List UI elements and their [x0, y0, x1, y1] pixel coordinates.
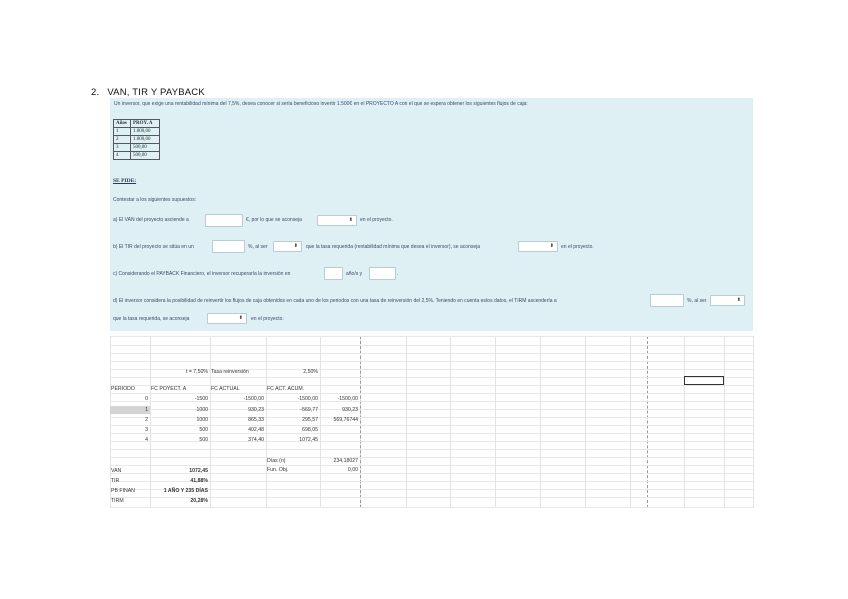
flow-cell: 1.000,00 — [131, 128, 160, 136]
tir-input[interactable] — [212, 240, 245, 253]
cash-flow-header-year: Años — [114, 120, 131, 128]
question-b-text: b) El TIR del proyecto se sitúa en un — [113, 244, 194, 250]
fc-cell: 500 — [199, 427, 208, 433]
grid-line — [110, 336, 753, 337]
actual-cell: 402,48 — [248, 427, 264, 433]
question-a-post: en el proyecto. — [360, 217, 393, 223]
question-a-text: a) El VAN del proyecto asciende a — [113, 217, 189, 223]
question-a-mid: €, por lo que se aconseja — [246, 217, 302, 223]
header-fc-acum: FC ACT. ACUM. — [267, 386, 305, 392]
grid-line — [753, 336, 754, 508]
cash-flow-row — [114, 136, 160, 144]
grid-line — [110, 345, 753, 346]
fc-cell: 1000 — [196, 417, 208, 423]
result-label-van: VAN — [111, 468, 122, 474]
fun-obj-value: 0,00 — [347, 467, 358, 473]
question-c-mid: año/s y — [346, 271, 363, 277]
result-value-pb: 1 AÑO Y 235 DÍAS — [163, 488, 208, 494]
question-c-post: . — [397, 271, 399, 277]
section-number: 2. — [91, 87, 100, 98]
tirm-advice-select[interactable] — [207, 313, 247, 324]
actual-cell: 865,33 — [248, 417, 264, 423]
year-cell: 4 — [114, 152, 131, 160]
van-advice-select[interactable] — [317, 215, 357, 226]
grid-line — [110, 465, 753, 466]
payback-years-input[interactable] — [324, 267, 343, 280]
se-pide-heading: SE PIDE: — [113, 178, 137, 184]
question-b-post: en el proyecto. — [561, 244, 594, 250]
flow-cell: 500,00 — [131, 152, 160, 160]
grid-line — [110, 377, 753, 378]
periodo-cell: 0 — [145, 396, 148, 402]
select-arrow-icon: ⬍ — [736, 297, 741, 303]
acum-cell: 295,57 — [302, 417, 318, 423]
fc-cell: 1000 — [196, 407, 208, 413]
acum-cell: -1500,00 — [297, 396, 318, 402]
extra-cell: -1500,00 — [337, 396, 358, 402]
result-value-tir: 41,88% — [190, 478, 208, 484]
question-c-text: c) Considerando el PAYBACK Financiero, el inversor recuperaría la inversión en — [113, 271, 291, 277]
year-cell: 2 — [114, 136, 131, 144]
select-arrow-icon: ⬍ — [293, 243, 298, 249]
cash-flow-row — [114, 144, 160, 152]
grid-line — [110, 507, 753, 508]
spreadsheet — [110, 336, 753, 508]
tirm-input[interactable] — [650, 294, 684, 307]
rate-label: t = 7,50% — [185, 369, 208, 375]
result-label-tirm: TIRM — [111, 498, 124, 504]
tirm-comparison-select[interactable] — [710, 295, 745, 306]
result-label-pb: PB FINAN — [111, 488, 135, 494]
result-value-van: 1072,45 — [189, 468, 208, 474]
select-arrow-icon: ⬍ — [238, 315, 243, 321]
actual-cell: 374,40 — [248, 437, 264, 443]
cash-flow-table — [113, 119, 160, 160]
reinvestment-value: 2,50% — [303, 369, 318, 375]
instructions-text: Contestar a los siguientes supuestos: — [113, 197, 197, 203]
extra-cell: 930,23 — [342, 407, 358, 413]
acum-cell: -569,77 — [300, 407, 318, 413]
question-d-mid: %, al ser — [687, 298, 707, 304]
periodo-cell: 3 — [145, 427, 148, 433]
year-cell: 3 — [114, 144, 131, 152]
extra-cell: 569,76744 — [333, 417, 358, 423]
fun-obj-label: Fun. Obj. — [267, 467, 289, 473]
header-periodo: PERIODO — [111, 386, 135, 392]
cash-flow-row — [114, 152, 160, 160]
grid-line — [110, 425, 753, 426]
year-cell: 1 — [114, 128, 131, 136]
result-label-tir: TIR — [111, 478, 120, 484]
select-arrow-icon: ⬍ — [348, 217, 353, 223]
grid-line — [110, 353, 753, 354]
actual-cell: 930,23 — [248, 407, 264, 413]
periodo-cell: 1 — [145, 407, 148, 413]
question-b-mid1: %, al ser — [248, 244, 268, 250]
van-input[interactable] — [205, 214, 243, 227]
question-d-post: en el proyecto. — [251, 316, 284, 322]
dias-value: 234,18027 — [333, 458, 358, 464]
section-title: VAN, TIR Y PAYBACK — [107, 87, 205, 98]
section-heading — [91, 87, 205, 98]
grid-line — [110, 449, 753, 450]
header-fc-actual: FC ACTUAL — [211, 386, 240, 392]
flow-cell: 1.000,00 — [131, 136, 160, 144]
grid-line — [110, 393, 753, 394]
cash-flow-header-row — [114, 120, 160, 128]
exercise-panel — [110, 98, 753, 331]
grid-line — [110, 385, 753, 386]
cash-flow-row — [114, 128, 160, 136]
periodo-cell: 4 — [145, 437, 148, 443]
acum-cell: 698,05 — [302, 427, 318, 433]
grid-line — [110, 457, 753, 458]
dias-label: Días (n) — [267, 458, 286, 464]
grid-line — [110, 361, 753, 362]
reinvestment-label: Tasa reinversión — [211, 369, 249, 375]
payback-days-input[interactable] — [369, 267, 399, 280]
periodo-cell: 2 — [145, 417, 148, 423]
fc-cell: -1500 — [194, 396, 208, 402]
select-arrow-icon: ⬍ — [549, 243, 554, 249]
tir-comparison-select[interactable] — [273, 241, 302, 252]
acum-cell: 1072,45 — [299, 437, 318, 443]
exercise-intro: Un inversor, que exige una rentabilidad mínima del 7,5%, desea conocer si sería beneficioso invertir 1.500€ en el PROYECTO A con el que se espera obtener los siguientes flujos de caja: — [114, 101, 528, 107]
active-cell-cursor[interactable] — [684, 376, 724, 385]
header-fc-proyect: FC POYECT. A — [151, 386, 187, 392]
question-d-line2: que la tasa requerida, se aconseja — [113, 316, 190, 322]
question-b-mid2: que la tasa requerida (rentabilidad mínima que desea el inversor), se aconseja — [306, 244, 480, 250]
actual-cell: -1500,00 — [243, 396, 264, 402]
cash-flow-header-project: PROY. A — [131, 120, 160, 128]
tir-advice-select[interactable] — [518, 241, 558, 252]
flow-cell: 500,00 — [131, 144, 160, 152]
question-d-text: d) El inversor considera la posibilidad de reinvertir los flujos de caja obtenidos en cada uno de los periodos con una tasa de reinversión del 2,5%. Teniendo en cuenta estos datos, el TIRM ascendería a — [113, 298, 557, 304]
fc-cell: 500 — [199, 437, 208, 443]
result-value-tirm: 20,28% — [190, 498, 208, 504]
